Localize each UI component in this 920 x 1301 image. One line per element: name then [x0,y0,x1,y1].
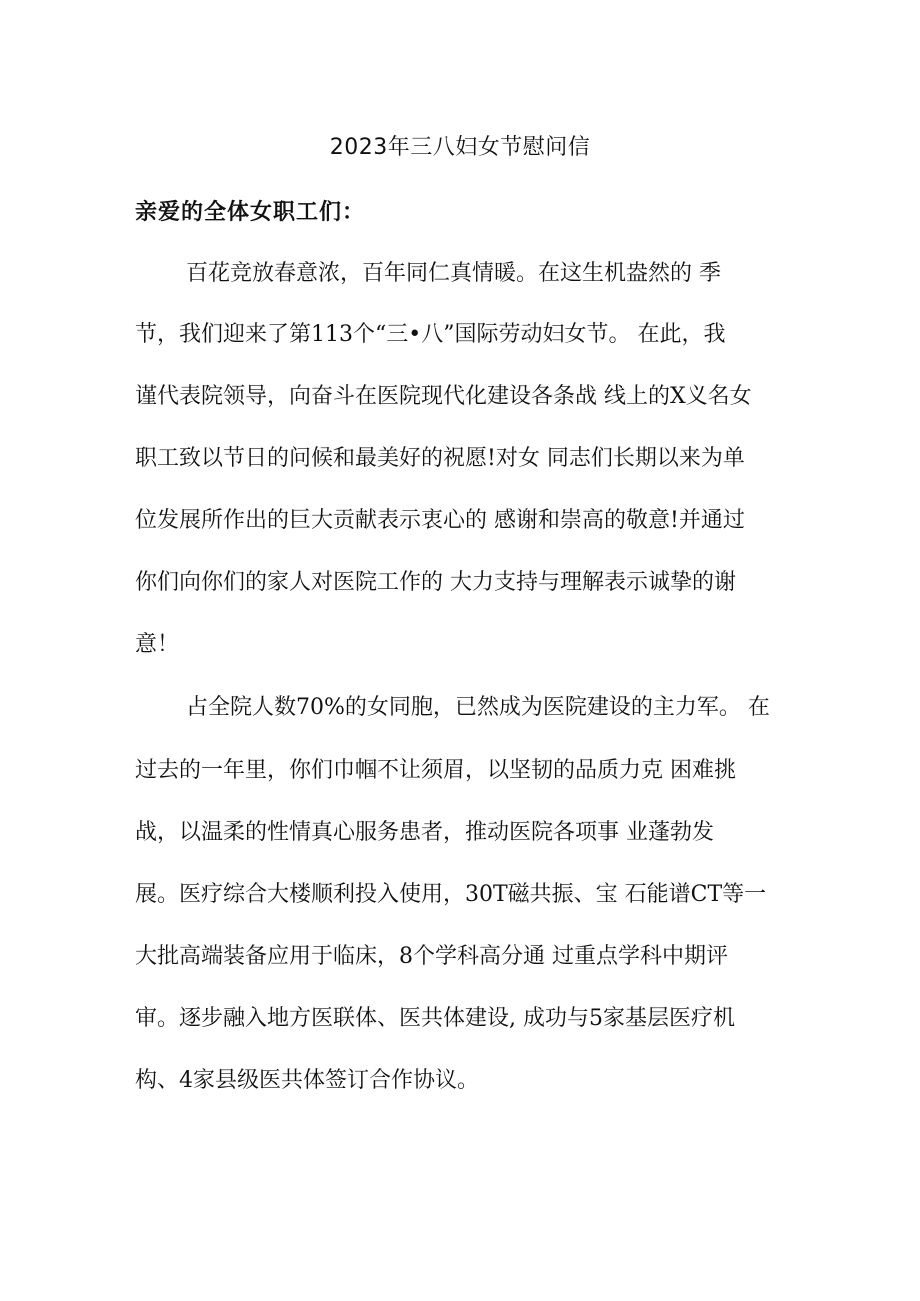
paragraph-line: 职工致以节日的问候和最美好的祝愿!对女 同志们长期以来为单 [135,446,745,471]
paragraph-line: 占全院人数70%的女同胞，已然成为医院建设的主力军。 在 [186,695,770,720]
paragraph-line: 审。逐步融入地方医联体、医共体建设, 成功与5家基层医疗机 [135,1006,735,1031]
salutation: 亲爱的全体女职工们： [135,200,366,225]
paragraph-line: 谨代表院领导，向奋斗在医院现代化建设各条战 线上的X义名女 [135,384,752,409]
paragraph-line: 战，以温柔的性情真心服务患者，推动医院各项事 业蓬勃发 [135,820,714,845]
paragraph-line: 你们向你们的家人对医院工作的 大力支持与理解表示诚挚的谢 [135,570,736,595]
paragraph-line: 百花竞放春意浓，百年同仁真情暖。在这生机盎然的 季 [186,261,721,286]
paragraph-line: 节，我们迎来了第113个“三•八”国际劳动妇女节。 在此，我 [135,322,726,347]
paragraph-line: 意！ [135,632,180,657]
paragraph-line: 过去的一年里，你们巾帼不让须眉，以坚韧的品质力克 困难挑 [135,758,736,783]
paragraph-line: 大批高端装备应用于临床，8个学科高分通 过重点学科中期评 [135,944,728,969]
document-title: 2023年三八妇女节慰问信 [329,135,591,160]
paragraph-line: 位发展所作出的巨大贡献表示衷心的 感谢和崇高的敬意!并通过 [135,508,745,533]
paragraph-line: 构、4家县级医共体签订合作协议。 [135,1068,479,1093]
paragraph-line: 展。医疗综合大楼顺利投入使用，30T磁共振、宝 石能谱CT等一 [135,882,767,907]
